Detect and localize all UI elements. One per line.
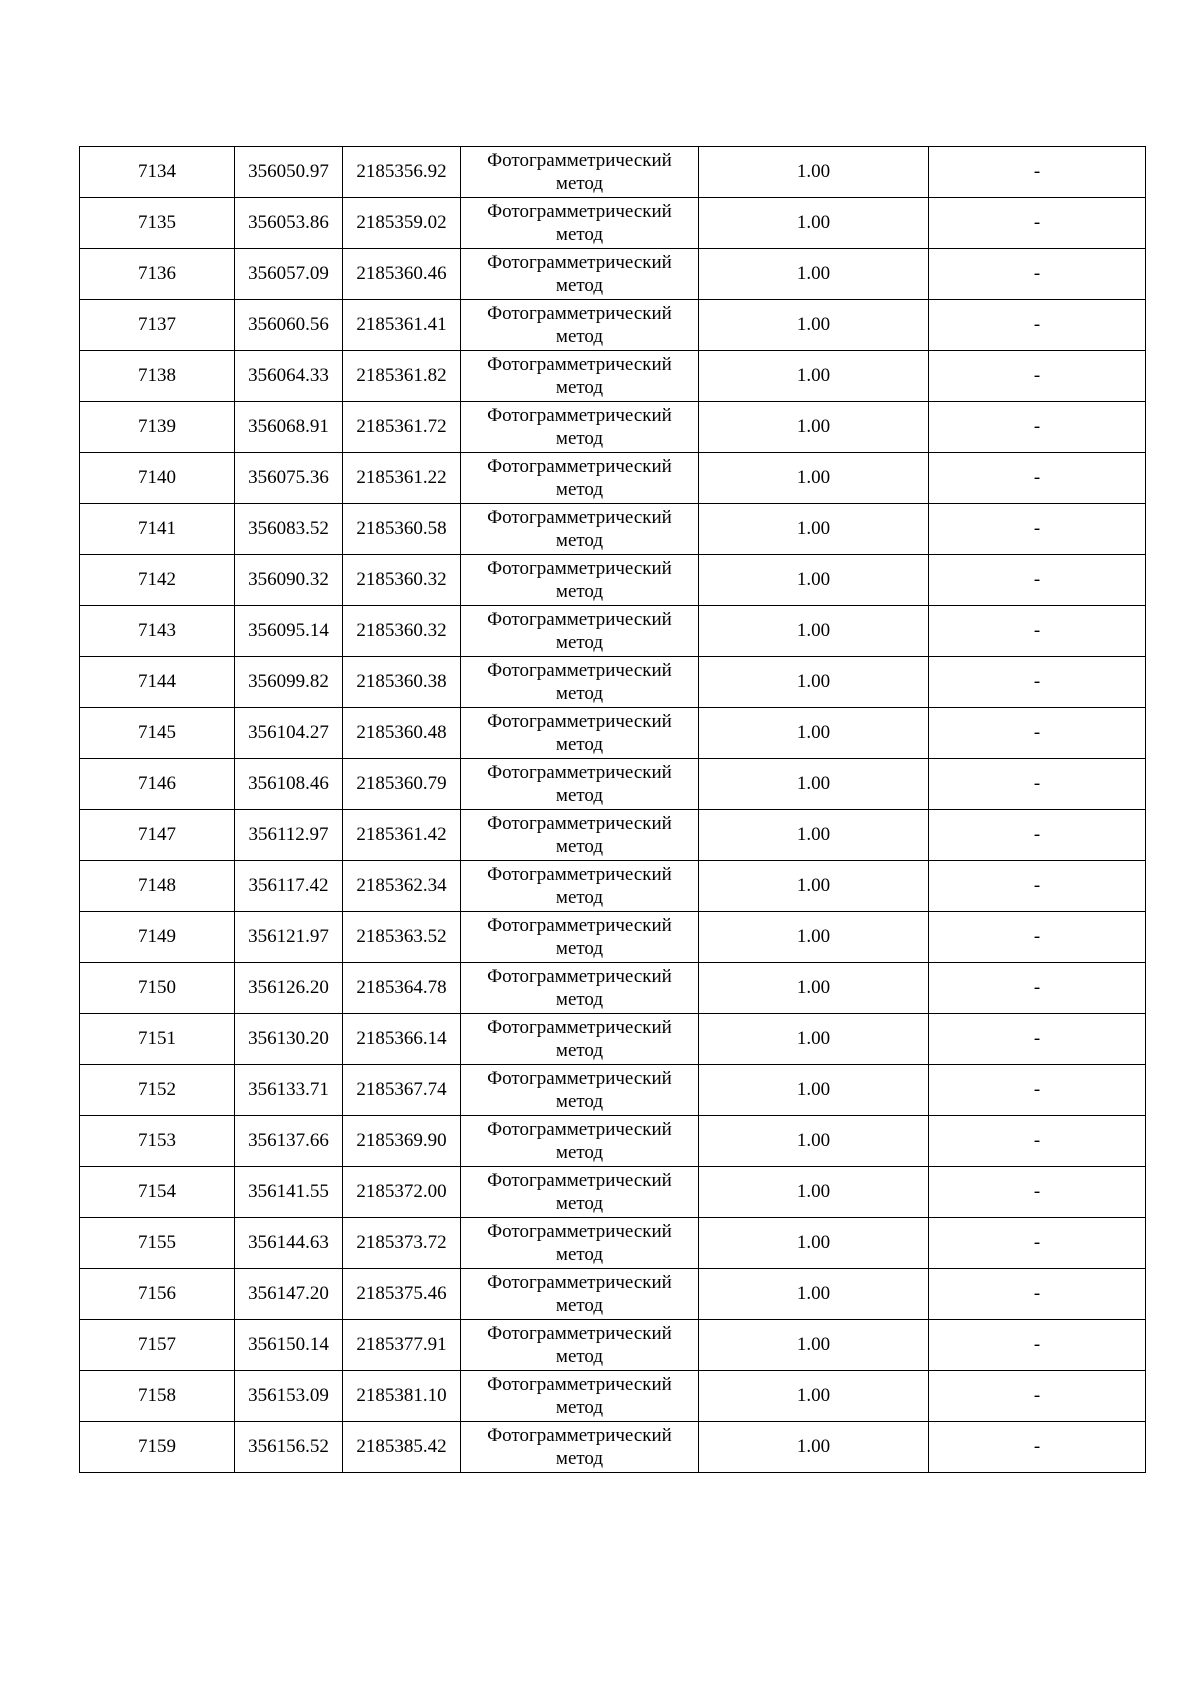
- accuracy-cell: 1.00: [699, 555, 929, 606]
- method-line-1: Фотограмметрический: [487, 1221, 672, 1242]
- point-number-cell: 7149: [80, 912, 235, 963]
- x-coordinate-cell: 356153.09: [235, 1371, 343, 1422]
- table-row: [80, 198, 1146, 249]
- table-row: [80, 1371, 1146, 1422]
- accuracy-cell: 1.00: [699, 1371, 929, 1422]
- table-row: [80, 249, 1146, 300]
- extra-cell: -: [929, 606, 1146, 657]
- method-line-2: метод: [555, 785, 604, 806]
- method-cell: [461, 1371, 699, 1422]
- x-coordinate-cell: 356112.97: [235, 810, 343, 861]
- point-number-cell: 7142: [80, 555, 235, 606]
- method-line-2: метод: [555, 479, 604, 500]
- method-cell: [461, 1116, 699, 1167]
- point-number-cell: 7134: [80, 147, 235, 198]
- method-line-2: метод: [555, 989, 604, 1010]
- point-number-cell: 7144: [80, 657, 235, 708]
- method-line-1: Фотограмметрический: [487, 1425, 672, 1446]
- x-coordinate-cell: 356130.20: [235, 1014, 343, 1065]
- method-line-1: Фотограмметрический: [487, 1068, 672, 1089]
- accuracy-cell: 1.00: [699, 1065, 929, 1116]
- x-coordinate-cell: 356117.42: [235, 861, 343, 912]
- method-line-2: метод: [555, 836, 604, 857]
- y-coordinate-cell: 2185360.32: [343, 606, 461, 657]
- method-line-2: метод: [555, 938, 604, 959]
- y-coordinate-cell: 2185356.92: [343, 147, 461, 198]
- table-row: [80, 1218, 1146, 1269]
- y-coordinate-cell: 2185373.72: [343, 1218, 461, 1269]
- method-line-1: Фотограмметрический: [487, 1170, 672, 1191]
- table-row: [80, 657, 1146, 708]
- table-row: [80, 963, 1146, 1014]
- point-number-cell: 7141: [80, 504, 235, 555]
- y-coordinate-cell: 2185361.72: [343, 402, 461, 453]
- method-cell: [461, 963, 699, 1014]
- accuracy-cell: 1.00: [699, 606, 929, 657]
- y-coordinate-cell: 2185361.42: [343, 810, 461, 861]
- table-row: [80, 1065, 1146, 1116]
- extra-cell: -: [929, 1167, 1146, 1218]
- method-cell: [461, 708, 699, 759]
- point-number-cell: 7157: [80, 1320, 235, 1371]
- method-line-2: метод: [555, 734, 604, 755]
- method-cell: [461, 861, 699, 912]
- method-cell: [461, 657, 699, 708]
- method-line-1: Фотограмметрический: [487, 456, 672, 477]
- point-number-cell: 7146: [80, 759, 235, 810]
- method-line-2: метод: [555, 632, 604, 653]
- y-coordinate-cell: 2185360.58: [343, 504, 461, 555]
- x-coordinate-cell: 356121.97: [235, 912, 343, 963]
- method-line-1: Фотограмметрический: [487, 507, 672, 528]
- method-line-1: Фотограмметрический: [487, 660, 672, 681]
- y-coordinate-cell: 2185385.42: [343, 1422, 461, 1473]
- method-line-1: Фотограмметрический: [487, 1323, 672, 1344]
- method-line-1: Фотограмметрический: [487, 966, 672, 987]
- point-number-cell: 7147: [80, 810, 235, 861]
- method-line-2: метод: [555, 326, 604, 347]
- x-coordinate-cell: 356137.66: [235, 1116, 343, 1167]
- method-line-1: Фотограмметрический: [487, 150, 672, 171]
- table-row: [80, 1269, 1146, 1320]
- y-coordinate-cell: 2185372.00: [343, 1167, 461, 1218]
- accuracy-cell: 1.00: [699, 1422, 929, 1473]
- y-coordinate-cell: 2185369.90: [343, 1116, 461, 1167]
- method-cell: [461, 555, 699, 606]
- extra-cell: -: [929, 300, 1146, 351]
- method-cell: [461, 402, 699, 453]
- y-coordinate-cell: 2185367.74: [343, 1065, 461, 1116]
- x-coordinate-cell: 356075.36: [235, 453, 343, 504]
- method-line-1: Фотограмметрический: [487, 558, 672, 579]
- point-number-cell: 7155: [80, 1218, 235, 1269]
- method-line-1: Фотограмметрический: [487, 1119, 672, 1140]
- x-coordinate-cell: 356060.56: [235, 300, 343, 351]
- y-coordinate-cell: 2185363.52: [343, 912, 461, 963]
- method-line-1: Фотограмметрический: [487, 1374, 672, 1395]
- method-cell: [461, 147, 699, 198]
- point-number-cell: 7151: [80, 1014, 235, 1065]
- method-line-1: Фотограмметрический: [487, 303, 672, 324]
- accuracy-cell: 1.00: [699, 1167, 929, 1218]
- extra-cell: -: [929, 402, 1146, 453]
- accuracy-cell: 1.00: [699, 1014, 929, 1065]
- extra-cell: -: [929, 1269, 1146, 1320]
- method-line-2: метод: [555, 683, 604, 704]
- point-number-cell: 7148: [80, 861, 235, 912]
- extra-cell: -: [929, 1320, 1146, 1371]
- y-coordinate-cell: 2185360.48: [343, 708, 461, 759]
- table-row: [80, 912, 1146, 963]
- x-coordinate-cell: 356068.91: [235, 402, 343, 453]
- extra-cell: -: [929, 555, 1146, 606]
- table-row: [80, 147, 1146, 198]
- point-number-cell: 7137: [80, 300, 235, 351]
- point-number-cell: 7150: [80, 963, 235, 1014]
- method-line-2: метод: [555, 1040, 604, 1061]
- method-line-2: метод: [555, 887, 604, 908]
- x-coordinate-cell: 356064.33: [235, 351, 343, 402]
- extra-cell: -: [929, 504, 1146, 555]
- y-coordinate-cell: 2185361.22: [343, 453, 461, 504]
- extra-cell: -: [929, 912, 1146, 963]
- y-coordinate-cell: 2185360.79: [343, 759, 461, 810]
- y-coordinate-cell: 2185359.02: [343, 198, 461, 249]
- method-cell: [461, 351, 699, 402]
- table-row: [80, 861, 1146, 912]
- method-cell: [461, 1167, 699, 1218]
- x-coordinate-cell: 356133.71: [235, 1065, 343, 1116]
- table-row: [80, 1167, 1146, 1218]
- table-row: [80, 606, 1146, 657]
- table-row: [80, 351, 1146, 402]
- method-line-2: метод: [555, 1397, 604, 1418]
- method-line-1: Фотограмметрический: [487, 1272, 672, 1293]
- method-line-2: метод: [555, 173, 604, 194]
- method-cell: [461, 1320, 699, 1371]
- method-line-2: метод: [555, 1448, 604, 1469]
- method-cell: [461, 1269, 699, 1320]
- accuracy-cell: 1.00: [699, 657, 929, 708]
- table-row: [80, 708, 1146, 759]
- table-row: [80, 300, 1146, 351]
- y-coordinate-cell: 2185362.34: [343, 861, 461, 912]
- x-coordinate-cell: 356141.55: [235, 1167, 343, 1218]
- table-row: [80, 453, 1146, 504]
- method-cell: [461, 1065, 699, 1116]
- accuracy-cell: 1.00: [699, 300, 929, 351]
- method-cell: [461, 810, 699, 861]
- x-coordinate-cell: 356099.82: [235, 657, 343, 708]
- point-number-cell: 7159: [80, 1422, 235, 1473]
- method-line-1: Фотограмметрический: [487, 915, 672, 936]
- accuracy-cell: 1.00: [699, 708, 929, 759]
- y-coordinate-cell: 2185366.14: [343, 1014, 461, 1065]
- method-line-1: Фотограмметрический: [487, 201, 672, 222]
- method-line-1: Фотограмметрический: [487, 1017, 672, 1038]
- point-number-cell: 7135: [80, 198, 235, 249]
- x-coordinate-cell: 356083.52: [235, 504, 343, 555]
- table-row: [80, 1320, 1146, 1371]
- y-coordinate-cell: 2185361.82: [343, 351, 461, 402]
- coordinates-table: [79, 146, 1146, 1473]
- y-coordinate-cell: 2185381.10: [343, 1371, 461, 1422]
- extra-cell: -: [929, 861, 1146, 912]
- extra-cell: -: [929, 708, 1146, 759]
- point-number-cell: 7154: [80, 1167, 235, 1218]
- extra-cell: -: [929, 147, 1146, 198]
- method-line-2: метод: [555, 1091, 604, 1112]
- extra-cell: -: [929, 453, 1146, 504]
- point-number-cell: 7145: [80, 708, 235, 759]
- table-row: [80, 1014, 1146, 1065]
- table-row: [80, 402, 1146, 453]
- method-cell: [461, 606, 699, 657]
- method-line-2: метод: [555, 377, 604, 398]
- accuracy-cell: 1.00: [699, 1269, 929, 1320]
- method-line-2: метод: [555, 275, 604, 296]
- point-number-cell: 7140: [80, 453, 235, 504]
- extra-cell: -: [929, 1371, 1146, 1422]
- y-coordinate-cell: 2185364.78: [343, 963, 461, 1014]
- method-line-2: метод: [555, 1193, 604, 1214]
- table-row: [80, 1422, 1146, 1473]
- accuracy-cell: 1.00: [699, 198, 929, 249]
- accuracy-cell: 1.00: [699, 861, 929, 912]
- method-line-2: метод: [555, 1346, 604, 1367]
- table-row: [80, 504, 1146, 555]
- extra-cell: -: [929, 1422, 1146, 1473]
- extra-cell: -: [929, 249, 1146, 300]
- table-body: [80, 147, 1146, 1473]
- point-number-cell: 7143: [80, 606, 235, 657]
- method-line-2: метод: [555, 428, 604, 449]
- accuracy-cell: 1.00: [699, 963, 929, 1014]
- accuracy-cell: 1.00: [699, 402, 929, 453]
- method-line-1: Фотограмметрический: [487, 609, 672, 630]
- method-line-2: метод: [555, 530, 604, 551]
- method-cell: [461, 198, 699, 249]
- table-row: [80, 1116, 1146, 1167]
- accuracy-cell: 1.00: [699, 453, 929, 504]
- method-line-2: метод: [555, 224, 604, 245]
- point-number-cell: 7153: [80, 1116, 235, 1167]
- method-line-1: Фотограмметрический: [487, 405, 672, 426]
- accuracy-cell: 1.00: [699, 1218, 929, 1269]
- y-coordinate-cell: 2185377.91: [343, 1320, 461, 1371]
- y-coordinate-cell: 2185360.38: [343, 657, 461, 708]
- method-cell: [461, 912, 699, 963]
- point-number-cell: 7136: [80, 249, 235, 300]
- method-line-1: Фотограмметрический: [487, 864, 672, 885]
- point-number-cell: 7139: [80, 402, 235, 453]
- extra-cell: -: [929, 1218, 1146, 1269]
- extra-cell: -: [929, 1116, 1146, 1167]
- point-number-cell: 7156: [80, 1269, 235, 1320]
- method-cell: [461, 249, 699, 300]
- extra-cell: -: [929, 963, 1146, 1014]
- x-coordinate-cell: 356104.27: [235, 708, 343, 759]
- method-cell: [461, 759, 699, 810]
- x-coordinate-cell: 356090.32: [235, 555, 343, 606]
- x-coordinate-cell: 356150.14: [235, 1320, 343, 1371]
- extra-cell: -: [929, 198, 1146, 249]
- accuracy-cell: 1.00: [699, 759, 929, 810]
- x-coordinate-cell: 356147.20: [235, 1269, 343, 1320]
- accuracy-cell: 1.00: [699, 351, 929, 402]
- method-line-1: Фотограмметрический: [487, 711, 672, 732]
- method-cell: [461, 453, 699, 504]
- y-coordinate-cell: 2185375.46: [343, 1269, 461, 1320]
- method-line-2: метод: [555, 1142, 604, 1163]
- accuracy-cell: 1.00: [699, 147, 929, 198]
- method-line-2: метод: [555, 1295, 604, 1316]
- method-cell: [461, 1014, 699, 1065]
- extra-cell: -: [929, 351, 1146, 402]
- x-coordinate-cell: 356053.86: [235, 198, 343, 249]
- method-line-1: Фотограмметрический: [487, 354, 672, 375]
- method-cell: [461, 504, 699, 555]
- method-cell: [461, 1422, 699, 1473]
- accuracy-cell: 1.00: [699, 1320, 929, 1371]
- accuracy-cell: 1.00: [699, 504, 929, 555]
- x-coordinate-cell: 356126.20: [235, 963, 343, 1014]
- y-coordinate-cell: 2185361.41: [343, 300, 461, 351]
- table-row: [80, 810, 1146, 861]
- method-cell: [461, 1218, 699, 1269]
- accuracy-cell: 1.00: [699, 249, 929, 300]
- point-number-cell: 7158: [80, 1371, 235, 1422]
- extra-cell: -: [929, 810, 1146, 861]
- accuracy-cell: 1.00: [699, 912, 929, 963]
- x-coordinate-cell: 356095.14: [235, 606, 343, 657]
- x-coordinate-cell: 356057.09: [235, 249, 343, 300]
- table-row: [80, 555, 1146, 606]
- x-coordinate-cell: 356144.63: [235, 1218, 343, 1269]
- x-coordinate-cell: 356108.46: [235, 759, 343, 810]
- point-number-cell: 7138: [80, 351, 235, 402]
- y-coordinate-cell: 2185360.32: [343, 555, 461, 606]
- extra-cell: -: [929, 1014, 1146, 1065]
- x-coordinate-cell: 356156.52: [235, 1422, 343, 1473]
- method-line-1: Фотограмметрический: [487, 762, 672, 783]
- method-line-2: метод: [555, 1244, 604, 1265]
- extra-cell: -: [929, 657, 1146, 708]
- extra-cell: -: [929, 1065, 1146, 1116]
- y-coordinate-cell: 2185360.46: [343, 249, 461, 300]
- method-line-1: Фотограмметрический: [487, 813, 672, 834]
- method-cell: [461, 300, 699, 351]
- x-coordinate-cell: 356050.97: [235, 147, 343, 198]
- table-row: [80, 759, 1146, 810]
- method-line-1: Фотограмметрический: [487, 252, 672, 273]
- accuracy-cell: 1.00: [699, 1116, 929, 1167]
- extra-cell: -: [929, 759, 1146, 810]
- point-number-cell: 7152: [80, 1065, 235, 1116]
- method-line-2: метод: [555, 581, 604, 602]
- accuracy-cell: 1.00: [699, 810, 929, 861]
